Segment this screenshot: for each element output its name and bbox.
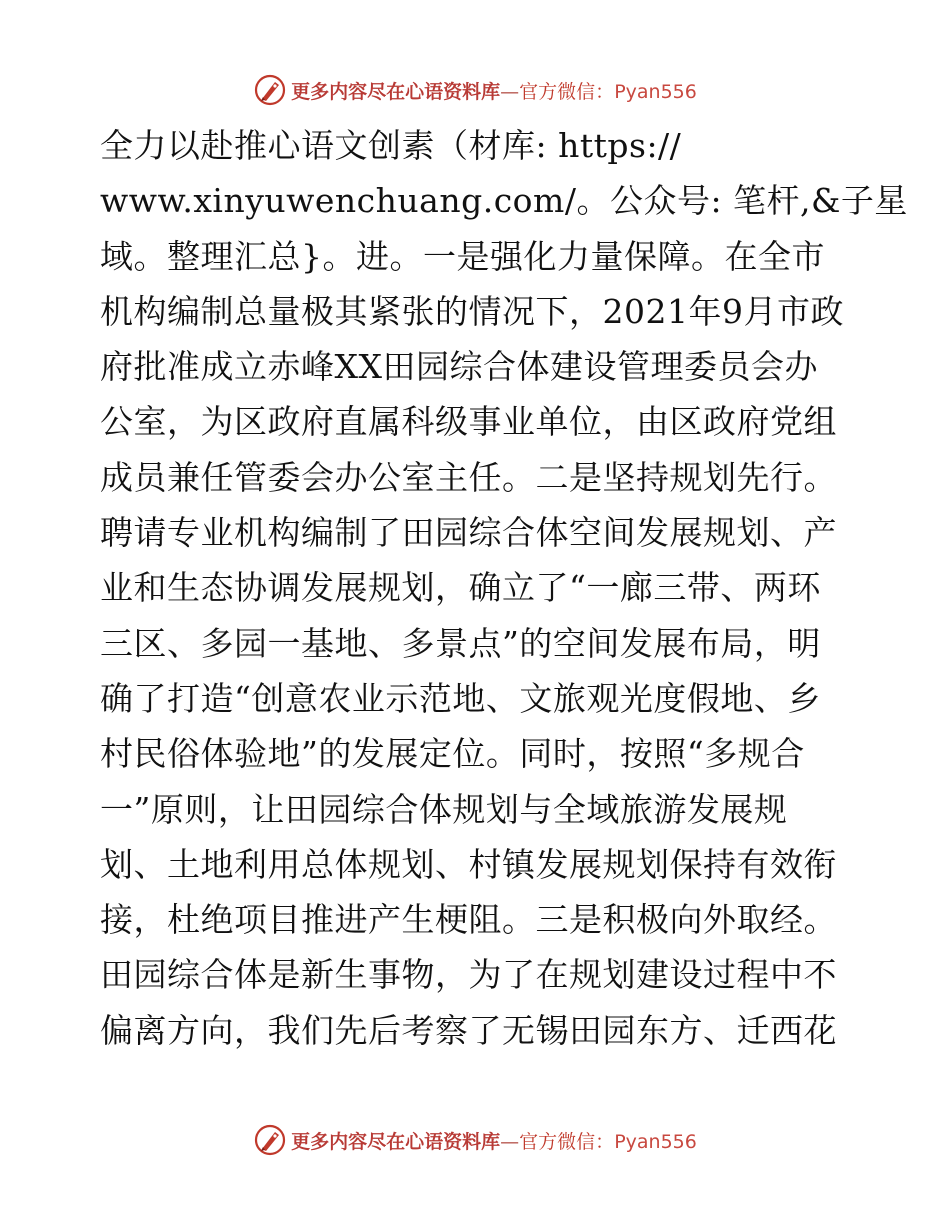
header-watermark	[0, 70, 950, 110]
body-line: 村民俗体验地”的发展定位。同时，按照“多规合	[100, 734, 805, 774]
watermark-brand: 更多内容尽在心语资料库	[291, 1130, 501, 1153]
body-line: 划、土地利用总体规划、村镇发展规划保持有效衔	[100, 844, 837, 884]
document-body	[100, 118, 908, 1058]
watermark-wechat-id: Pyan556	[614, 80, 697, 103]
watermark-wechat-id: Pyan556	[614, 1130, 697, 1153]
quill-pen-logo-icon	[253, 73, 287, 107]
watermark-official: 官方微信：	[519, 1130, 615, 1153]
body-line: 聘请专业机构编制了田园综合体空间发展规划、产	[100, 513, 837, 553]
body-line: 接，杜绝项目推进产生梗阻。三是积极向外取经。	[100, 900, 837, 940]
watermark-brand: 更多内容尽在心语资料库	[291, 80, 501, 103]
body-line: 公室，为区政府直属科级事业单位，由区政府党组	[100, 402, 837, 442]
watermark-separator: —	[500, 1130, 520, 1153]
quill-pen-logo-icon	[253, 1123, 287, 1157]
footer-watermark	[0, 1120, 950, 1160]
watermark-separator: —	[500, 80, 520, 103]
body-line: 业和生态协调发展规划，确立了“一廊三带、两环	[100, 568, 821, 608]
body-line: 府批准成立赤峰XX田园综合体建设管理委员会办	[100, 347, 818, 387]
body-line: 机构编制总量极其紧张的情况下，2021年9月市政	[100, 291, 844, 331]
body-line: 偏离方向，我们先后考察了无锡田园东方、迁西花	[100, 1010, 837, 1050]
body-line: 全力以赴推心语文创素（材库: https://	[100, 126, 682, 165]
body-line: 确了打造“创意农业示范地、文旅观光度假地、乡	[100, 678, 821, 718]
body-line: 三区、多园一基地、多景点”的空间发展布局，明	[100, 623, 821, 663]
body-line: 成员兼任管委会办公室主任。二是坚持规划先行。	[100, 457, 837, 497]
body-line: 域。整理汇总}。进。一是强化力量保障。在全市	[100, 236, 825, 276]
body-line: www.xinyuwenchuang.com/。公众号: 笔杆,&子星	[100, 181, 908, 221]
body-line: 田园综合体是新生事物，为了在规划建设过程中不	[100, 955, 837, 995]
body-line: 一”原则，让田园综合体规划与全域旅游发展规	[100, 789, 788, 829]
watermark-official: 官方微信：	[519, 80, 615, 103]
